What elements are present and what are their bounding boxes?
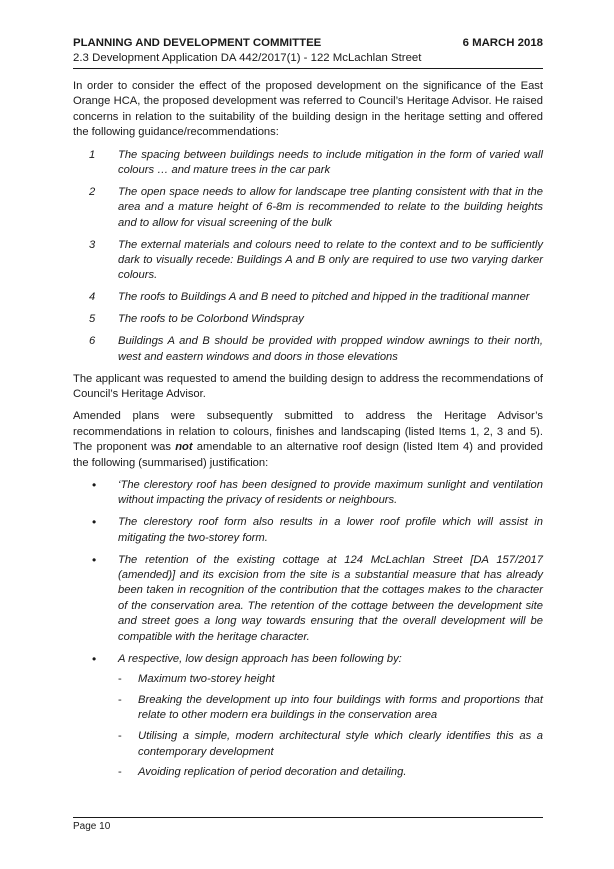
design-approach-text: Breaking the development up into four buildings with forms and proportions that relate to other modern era buildings in the conservation area xyxy=(138,693,543,722)
recommendation-text: The spacing between buildings needs to include mitigation in the form of varied wall colours … and mature trees in the car park xyxy=(118,148,543,177)
justification-text: The clerestory roof form also results in a lower roof profile which will assist in mitigating the two-storey form. xyxy=(118,516,543,544)
justification-item xyxy=(73,652,543,787)
justification-item xyxy=(73,515,543,546)
recommendation-item xyxy=(73,312,543,327)
recommendation-item xyxy=(73,334,543,365)
document-body xyxy=(73,79,543,793)
justification-item xyxy=(73,553,543,645)
recommendation-text: The external materials and colours need to relate to the context and to be sufficiently dark to visually recede: Buildings A and B only are required to use two varying darker colours. xyxy=(118,238,543,282)
recommendation-number: 2 xyxy=(89,185,96,198)
justification-text: ‘The clerestory roof has been designed to provide maximum sunlight and ventilation without impacting the privacy of residents or neighbours. xyxy=(118,478,543,507)
intro-paragraph: In order to consider the effect of the proposed development on the significance of the East Orange HCA, the proposed development was referred to Council’s Heritage Advisor. He raised concerns in relation to the suitability of the building design in the heritage setting and offered the following guidance/recommendations: xyxy=(73,80,543,139)
design-approach-text: Maximum two-storey height xyxy=(138,672,275,685)
recommendation-text: Buildings A and B should be provided with propped window awnings to their north, west and eastern windows and doors in those elevations xyxy=(118,335,543,363)
bullet-icon: • xyxy=(92,477,97,492)
dash-icon: - xyxy=(118,730,122,743)
amended-plans-paragraph xyxy=(73,409,543,471)
design-approach-list xyxy=(118,672,543,781)
dash-icon: - xyxy=(118,766,122,779)
item-title: Development Application DA 442/2017(1) - 122 McLachlan Street xyxy=(92,52,422,64)
amended-text-part1: Amended plans were subsequently submitted to address the Heritage Advisor’s recommendations in relation to colours, finishes and landscaping (listed Items 1, 2, 3 and 5). The proponent was xyxy=(73,410,543,454)
amended-emphasis: not xyxy=(175,441,193,454)
bullet-icon: • xyxy=(92,651,97,666)
item-number: 2.3 xyxy=(73,52,89,64)
recommendation-number: 5 xyxy=(89,313,96,326)
justification-block xyxy=(118,652,543,787)
justification-item xyxy=(73,478,543,509)
recommendation-text: The roofs to be Colorbond Windspray xyxy=(118,313,304,326)
recommendations-list xyxy=(73,148,543,365)
justification-list xyxy=(73,478,543,786)
recommendation-item xyxy=(73,238,543,284)
applicant-paragraph: The applicant was requested to amend the building design to address the recommendations of Council’s Heritage Advisor. xyxy=(73,372,543,400)
dash-icon: - xyxy=(118,693,122,706)
design-approach-item xyxy=(118,729,543,760)
bullet-icon: • xyxy=(92,515,97,530)
design-approach-item xyxy=(118,765,543,780)
justification-text: The retention of the existing cottage at 124 McLachlan Street [DA 157/2017 (amended)] and its excision from the site is a substantial measure that has already been taken in recognition of the contribution that the cottages makes to the character of the conservation area. The retention of the cottage between the development site and street goes a long way towards ensuring that the overall development will be compatible with the heritage character. xyxy=(118,553,543,643)
bullet-icon: • xyxy=(92,552,97,567)
page-number: Page 10 xyxy=(73,821,111,832)
dash-icon: - xyxy=(118,672,122,685)
item-heading xyxy=(73,51,543,66)
recommendation-item xyxy=(73,290,543,305)
header-row xyxy=(73,36,543,50)
recommendation-item xyxy=(73,185,543,231)
design-approach-item xyxy=(118,693,543,724)
recommendation-number: 3 xyxy=(89,238,96,251)
footer-divider xyxy=(73,817,543,818)
meeting-date: 6 MARCH 2018 xyxy=(462,37,543,49)
recommendation-number: 6 xyxy=(89,335,96,348)
page-header xyxy=(73,36,543,66)
recommendation-text: The roofs to Buildings A and B need to pitched and hipped in the traditional manner xyxy=(118,291,530,304)
recommendation-text: The open space needs to allow for landscape tree planting consistent with that in the area and a mature height of 6-8m is recommended to relate to the building heights and to allow for visual screening of the bulk xyxy=(118,185,543,229)
amended-text-part2: amendable to an alternative roof design (listed Item 4) and provided the following (summarised) justification: xyxy=(73,441,543,469)
recommendation-item xyxy=(73,148,543,179)
header-divider xyxy=(73,68,543,69)
recommendation-number: 4 xyxy=(89,291,96,304)
design-approach-item xyxy=(118,672,543,687)
justification-text: A respective, low design approach has been following by: xyxy=(118,652,402,665)
design-approach-text: Avoiding replication of period decoration and detailing. xyxy=(138,766,407,779)
design-approach-text: Utilising a simple, modern architectural style which clearly identifies this as a contemporary development xyxy=(138,730,543,758)
recommendation-number: 1 xyxy=(89,148,96,161)
committee-name: PLANNING AND DEVELOPMENT COMMITTEE xyxy=(73,37,322,49)
